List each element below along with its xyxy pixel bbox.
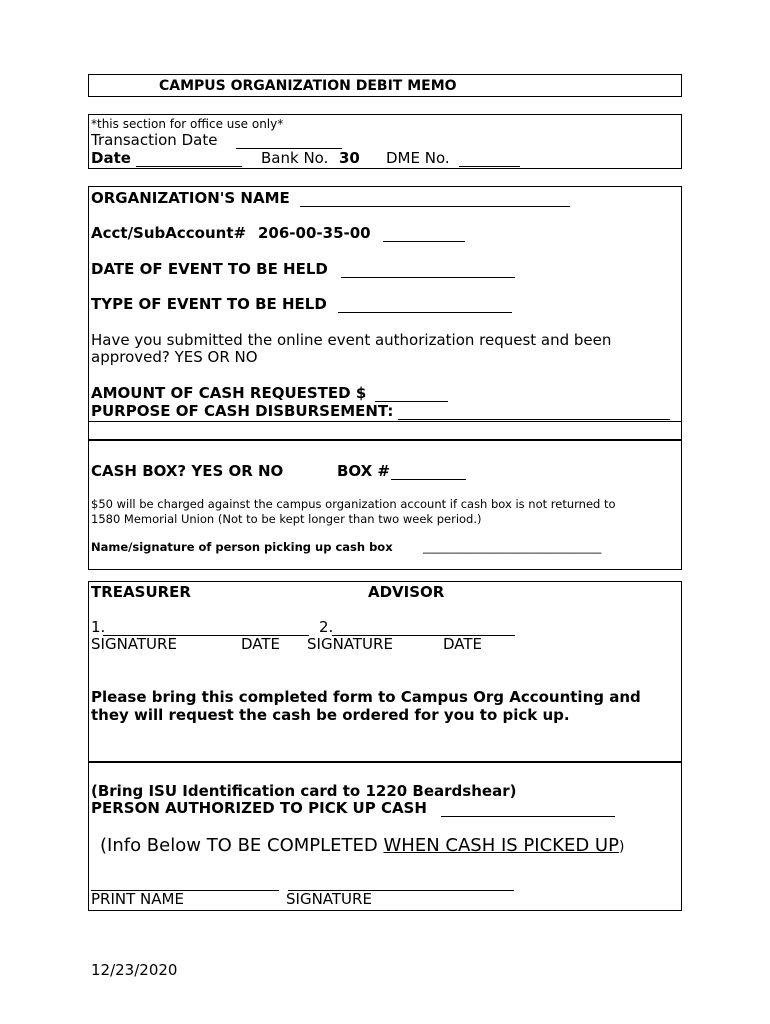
id-card-note: (Bring ISU Identification card to 1220 Beardshear) xyxy=(91,782,517,800)
bank-no-value: 30 xyxy=(339,149,360,167)
pickup-signature-label: SIGNATURE xyxy=(286,890,372,908)
advisor-label: ADVISOR xyxy=(368,583,445,601)
advisor-date-label: DATE xyxy=(443,635,483,653)
authorized-person-field[interactable] xyxy=(441,816,615,817)
instruction-line2: they will request the cash be ordered for you to pick up. xyxy=(91,706,570,724)
box-number-field[interactable] xyxy=(391,479,466,480)
subaccount-field[interactable] xyxy=(383,241,465,242)
authorization-question-line1: Have you submitted the online event authorization request and been xyxy=(91,331,612,349)
instruction-line1: Please bring this completed form to Campus Org Accounting and xyxy=(91,688,641,706)
event-date-field[interactable] xyxy=(341,277,515,278)
date-field[interactable] xyxy=(136,166,242,167)
organization-name-label: ORGANIZATION'S NAME xyxy=(91,189,290,207)
cash-box-divider xyxy=(88,439,682,441)
print-name-label: PRINT NAME xyxy=(91,890,184,908)
event-type-field[interactable] xyxy=(338,312,512,313)
treasurer-date-label: DATE xyxy=(241,635,281,653)
treasurer-number: 1. xyxy=(91,618,106,636)
amount-requested-label: AMOUNT OF CASH REQUESTED $ xyxy=(91,384,367,402)
account-label: Acct/SubAccount# xyxy=(91,224,247,242)
authorized-person-label: PERSON AUTHORIZED TO PICK UP CASH xyxy=(91,799,427,817)
info-instruction xyxy=(100,837,624,855)
footer-date: 12/23/2020 xyxy=(91,961,178,979)
cash-box-question: CASH BOX? YES OR NO xyxy=(91,462,284,480)
account-value: 206-00-35-00 xyxy=(258,224,371,242)
transaction-date-label: Transaction Date xyxy=(91,131,218,149)
cash-box-pickup-field[interactable]: _______________________________ xyxy=(423,540,602,554)
advisor-number: 2. xyxy=(319,618,334,636)
box-number-label: BOX # xyxy=(337,462,391,480)
dme-no-field[interactable] xyxy=(459,166,520,167)
purpose-field[interactable] xyxy=(398,419,670,420)
info-instruction-open: (Info Below TO BE COMPLETED xyxy=(100,835,384,856)
date-label: Date xyxy=(91,149,131,167)
purpose-label: PURPOSE OF CASH DISBURSEMENT: xyxy=(91,402,394,420)
advisor-signature-label: SIGNATURE xyxy=(307,635,393,653)
office-use-note: *this section for office use only* xyxy=(91,117,284,131)
cash-box-pickup-label: Name/signature of person picking up cash box xyxy=(91,540,393,554)
dme-no-label: DME No. xyxy=(386,149,450,167)
info-instruction-underlined: WHEN CASH IS PICKED UP xyxy=(383,835,619,856)
organization-name-field[interactable] xyxy=(300,206,570,207)
info-instruction-close: ) xyxy=(618,839,625,855)
cash-box-notice-line2: 1580 Memorial Union (Not to be kept longer than two week period.) xyxy=(91,512,482,526)
event-type-label: TYPE OF EVENT TO BE HELD xyxy=(91,295,327,313)
cash-box-notice-line1: $50 will be charged against the campus organization account if cash box is not returned to xyxy=(91,497,616,511)
approvals-section xyxy=(88,581,682,763)
purpose-divider xyxy=(88,421,682,422)
treasurer-label: TREASURER xyxy=(91,583,191,601)
event-date-label: DATE OF EVENT TO BE HELD xyxy=(91,260,328,278)
authorization-question-line2: approved? YES OR NO xyxy=(91,348,258,366)
form-title: CAMPUS ORGANIZATION DEBIT MEMO xyxy=(159,78,457,94)
treasurer-signature-label: SIGNATURE xyxy=(91,635,177,653)
bank-no-label: Bank No. xyxy=(261,149,329,167)
